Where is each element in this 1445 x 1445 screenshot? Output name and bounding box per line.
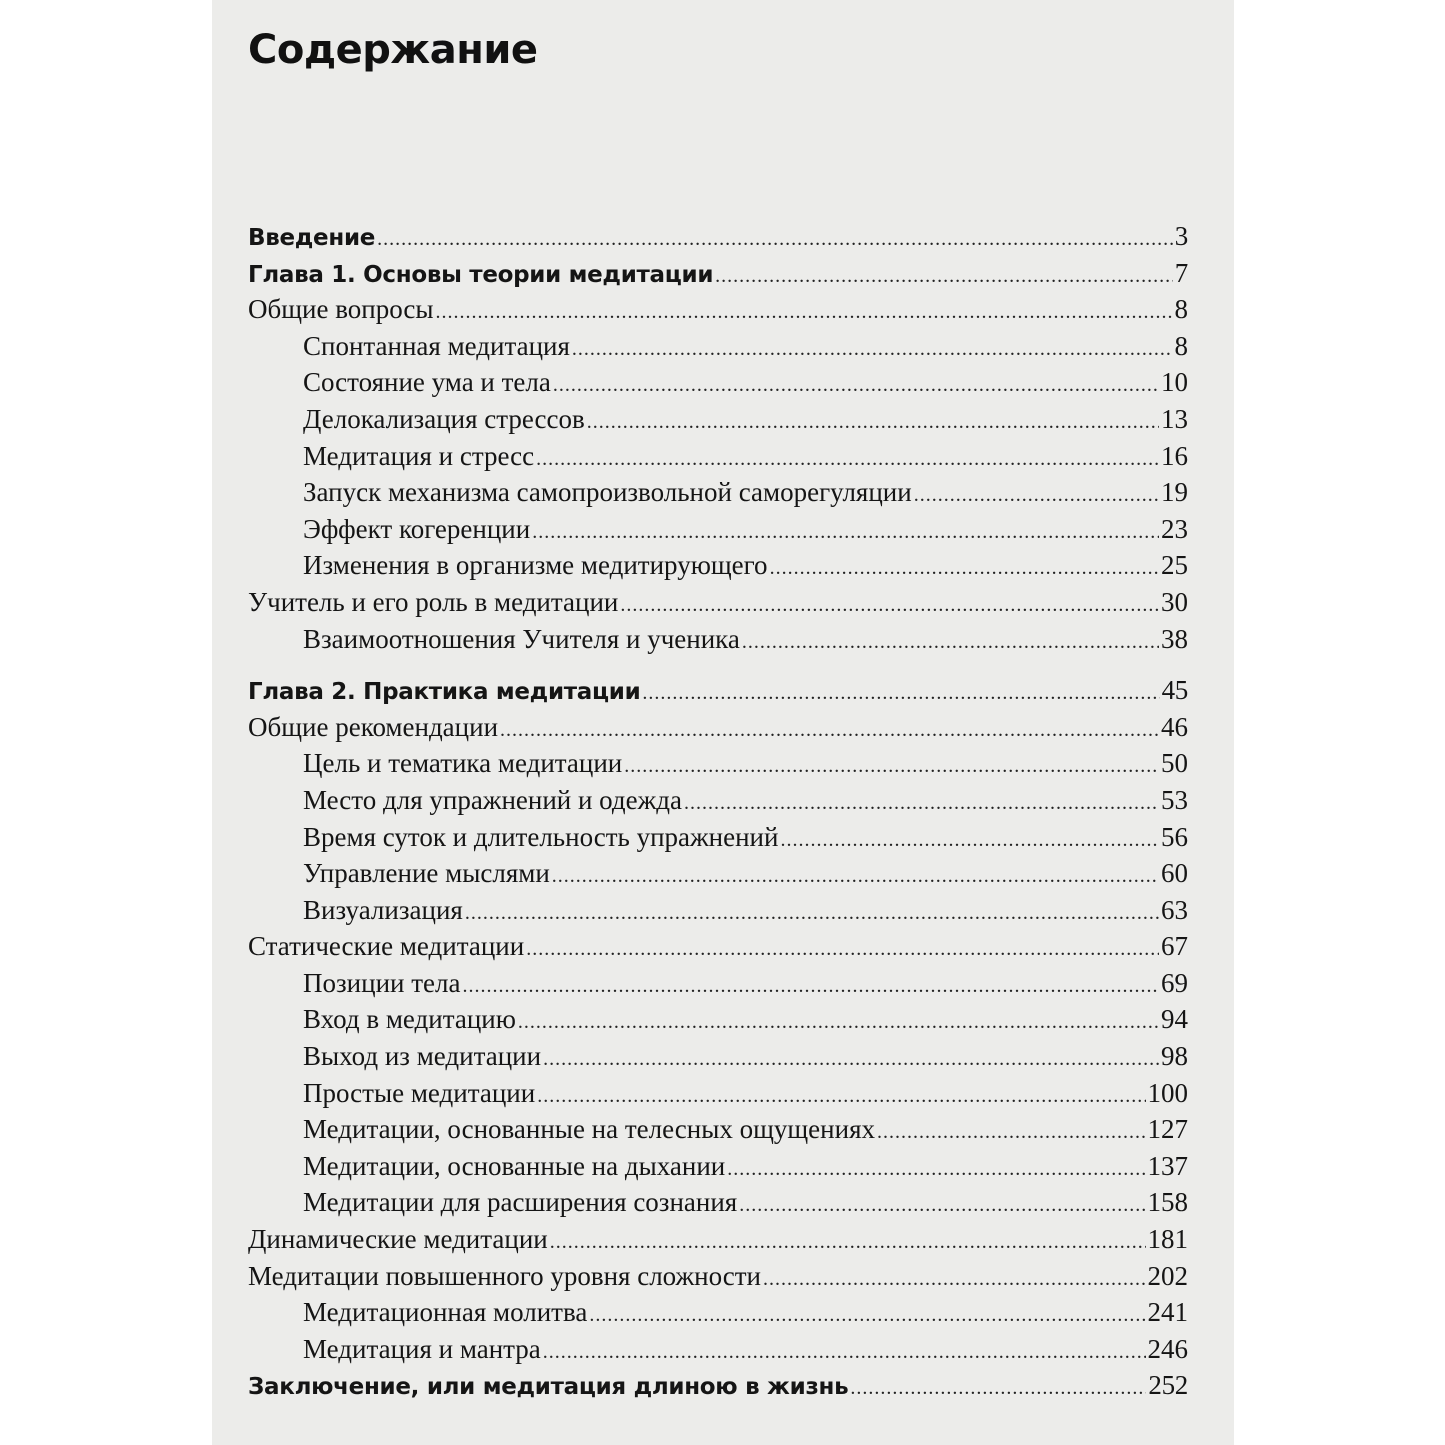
dot-leader: [715, 258, 1173, 295]
toc-entry-page-number: 181: [1147, 1224, 1188, 1255]
toc-entry-label: Взаимоотношения Учителя и ученика: [303, 623, 740, 654]
dot-leader: [763, 1261, 1146, 1298]
toc-entry: [248, 291, 1188, 328]
toc-entry-label: Динамические медитации: [248, 1224, 548, 1255]
toc-entry: [248, 855, 1188, 892]
toc-entry-page-number: 45: [1161, 675, 1188, 706]
dot-leader: [462, 968, 1159, 1005]
dot-leader: [877, 1114, 1146, 1151]
toc-entry-label: Статические медитации: [248, 931, 525, 962]
toc-entry-label: Медитационная молитва: [303, 1297, 588, 1328]
toc-entry-page-number: 38: [1161, 623, 1188, 654]
toc-entry-label: Управление мыслями: [303, 858, 550, 889]
dot-leader: [624, 748, 1159, 785]
toc-entry-page-number: 23: [1161, 513, 1188, 544]
dot-leader: [742, 624, 1159, 661]
page-title: Содержание: [248, 27, 538, 73]
dot-leader: [550, 1224, 1146, 1261]
toc-entry: [248, 1221, 1188, 1258]
dot-leader: [727, 1151, 1145, 1188]
dot-leader: [436, 294, 1173, 331]
dot-leader: [518, 1004, 1159, 1041]
toc-entry: [248, 401, 1188, 438]
toc-entry-label: Простые медитации: [303, 1077, 536, 1108]
toc-entry-label: Место для упражнений и одежда: [303, 784, 683, 815]
toc-entry-page-number: 19: [1161, 477, 1188, 508]
toc-entry: [248, 672, 1188, 709]
toc-entry-page-number: 246: [1147, 1333, 1188, 1364]
toc-entry: [248, 1111, 1188, 1148]
toc-entry: [248, 1001, 1188, 1038]
dot-leader: [770, 550, 1159, 587]
toc-entry-label: Заключение, или медитация длиною в жизнь: [248, 1374, 849, 1401]
toc-entry-label: Медитации, основанные на телесных ощущениях: [303, 1114, 875, 1145]
toc-entry: [248, 709, 1188, 746]
toc-entry-label: Вход в медитацию: [303, 1004, 516, 1035]
dot-leader: [739, 1187, 1145, 1224]
toc-entry-label: Изменения в организме медитирующего: [303, 550, 768, 581]
dot-leader: [642, 675, 1159, 712]
toc-entry-page-number: 30: [1161, 586, 1188, 617]
toc-entry: [248, 621, 1188, 658]
toc-entry-page-number: 13: [1161, 403, 1188, 434]
toc-entry-page-number: 202: [1147, 1260, 1188, 1291]
toc-entry-page-number: 8: [1174, 294, 1188, 325]
dot-leader: [526, 931, 1159, 968]
toc-entry-page-number: 67: [1161, 931, 1188, 962]
dot-leader: [537, 1078, 1145, 1115]
toc-entry: [248, 584, 1188, 621]
toc-entry: [248, 819, 1188, 856]
dot-leader: [780, 822, 1159, 859]
toc-entry-label: Медитации, основанные на дыхании: [303, 1150, 726, 1181]
dot-leader: [543, 1334, 1146, 1371]
toc-entry-label: Общие рекомендации: [248, 711, 499, 742]
toc-entry: [248, 364, 1188, 401]
toc-entry-page-number: 16: [1161, 440, 1188, 471]
toc-entry-page-number: 127: [1147, 1114, 1188, 1145]
toc-entry: [248, 547, 1188, 584]
toc-entry-page-number: 53: [1161, 784, 1188, 815]
dot-leader: [500, 712, 1159, 749]
toc-entry: [248, 511, 1188, 548]
toc-entry-page-number: 50: [1161, 748, 1188, 779]
toc-entry-label: Медитация и мантра: [303, 1333, 541, 1364]
toc-entry-page-number: 94: [1161, 1004, 1188, 1035]
toc-entry: [248, 928, 1188, 965]
dot-leader: [377, 221, 1173, 258]
toc-entry: [248, 745, 1188, 782]
dot-leader: [532, 514, 1159, 551]
toc-entry-page-number: 241: [1147, 1297, 1188, 1328]
toc-entry-label: Выход из медитации: [303, 1041, 542, 1072]
toc-entry: [248, 892, 1188, 929]
table-of-contents: [248, 218, 1188, 1404]
toc-entry-page-number: 25: [1161, 550, 1188, 581]
toc-entry: [248, 1148, 1188, 1185]
toc-entry: [248, 218, 1188, 255]
toc-entry-page-number: 3: [1174, 221, 1188, 251]
dot-leader: [552, 858, 1159, 895]
dot-leader: [587, 404, 1159, 441]
toc-entry-page-number: 252: [1148, 1370, 1188, 1401]
toc-entry-label: Цель и тематика медитации: [303, 748, 623, 779]
dot-leader: [536, 441, 1159, 478]
toc-entry: [248, 1075, 1188, 1112]
toc-entry-label: Визуализация: [303, 894, 463, 925]
toc-entry-label: Спонтанная медитация: [303, 330, 570, 361]
dot-leader: [684, 785, 1159, 822]
toc-entry-label: Глава 1. Основы теории медитации: [248, 261, 714, 288]
toc-entry: [248, 782, 1188, 819]
toc-entry-page-number: 8: [1174, 330, 1188, 361]
toc-entry-label: Общие вопросы: [248, 294, 434, 325]
toc-entry-page-number: 69: [1161, 967, 1188, 998]
toc-entry: [248, 438, 1188, 475]
toc-entry: [248, 1038, 1188, 1075]
toc-entry-label: Делокализация стрессов: [303, 403, 585, 434]
toc-entry-label: Введение: [248, 225, 376, 251]
dot-leader: [589, 1297, 1145, 1334]
toc-entry-page-number: 98: [1161, 1041, 1188, 1072]
toc-entry-label: Запуск механизма самопроизвольной саморегуляции: [303, 477, 912, 508]
toc-entry-page-number: 100: [1147, 1077, 1188, 1108]
dot-leader: [543, 1041, 1159, 1078]
toc-entry: [248, 474, 1188, 511]
toc-entry: [248, 328, 1188, 365]
toc-entry-label: Эффект когеренции: [303, 513, 531, 544]
toc-entry-page-number: 60: [1161, 858, 1188, 889]
toc-entry: [248, 1331, 1188, 1368]
toc-entry-page-number: 63: [1161, 894, 1188, 925]
toc-entry-label: Учитель и его роль в медитации: [248, 586, 619, 617]
dot-leader: [914, 477, 1159, 514]
toc-entry-label: Время суток и длительность упражнений: [303, 821, 779, 852]
dot-leader: [572, 331, 1173, 368]
toc-entry-label: Состояние ума и тела: [303, 367, 551, 398]
toc-entry-page-number: 137: [1147, 1150, 1188, 1181]
toc-entry: [248, 255, 1188, 292]
dot-leader: [620, 587, 1159, 624]
toc-entry: [248, 1258, 1188, 1295]
toc-entry-label: Медитации повышенного уровня сложности: [248, 1260, 761, 1291]
toc-entry: [248, 1184, 1188, 1221]
toc-entry-page-number: 7: [1174, 257, 1188, 288]
toc-entry-label: Глава 2. Практика медитации: [248, 679, 641, 706]
toc-entry-page-number: 158: [1147, 1187, 1188, 1218]
dot-leader: [850, 1370, 1146, 1407]
toc-entry-label: Позиции тела: [303, 967, 461, 998]
toc-entry-page-number: 46: [1161, 711, 1188, 742]
dot-leader: [465, 895, 1159, 932]
toc-entry-page-number: 10: [1161, 367, 1188, 398]
toc-entry-label: Медитации для расширения сознания: [303, 1187, 738, 1218]
toc-entry-label: Медитация и стресс: [303, 440, 535, 471]
toc-entry: [248, 965, 1188, 1002]
toc-entry: [248, 1294, 1188, 1331]
toc-entry: [248, 1367, 1188, 1404]
dot-leader: [553, 367, 1159, 404]
toc-entry-page-number: 56: [1161, 821, 1188, 852]
